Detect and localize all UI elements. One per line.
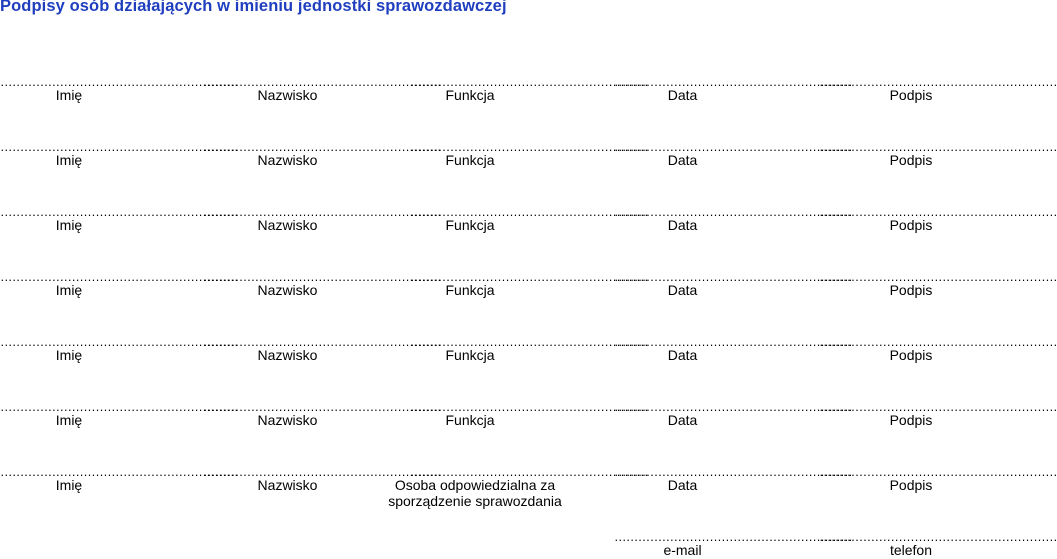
- surname-label: Nazwisko: [257, 87, 318, 103]
- surname-field[interactable]: ……………………………………………………: [203, 205, 442, 219]
- function-field[interactable]: ……………………………………………………: [410, 400, 649, 414]
- function-label: Funkcja: [445, 87, 495, 103]
- surname-field[interactable]: ……………………………………………………: [203, 75, 442, 89]
- name-field[interactable]: ……………………………………………………: [0, 270, 239, 284]
- date-field[interactable]: ……………………………………………………: [614, 335, 853, 349]
- surname-label: Nazwisko: [257, 412, 318, 428]
- date-field[interactable]: ……………………………………………………: [614, 205, 853, 219]
- form-title: Podpisy osób działających w imieniu jednostki sprawozdawczej: [0, 0, 507, 15]
- signature-label: Podpis: [889, 412, 933, 428]
- date-label: Data: [667, 152, 698, 168]
- surname-field[interactable]: ……………………………………………………: [203, 400, 442, 414]
- function-label: Funkcja: [445, 412, 495, 428]
- surname-field[interactable]: ……………………………………………………: [203, 465, 442, 479]
- surname-field[interactable]: ……………………………………………………: [203, 335, 442, 349]
- name-field[interactable]: ……………………………………………………: [0, 335, 239, 349]
- responsible-person-label: Osoba odpowiedzialna za sporządzenie sprawozdania: [388, 477, 562, 509]
- name-label: Imię: [55, 347, 83, 363]
- function-field[interactable]: ……………………………………………………: [410, 205, 649, 219]
- surname-label: Nazwisko: [257, 282, 318, 298]
- signature-field[interactable]: ……………………………………………………: [819, 400, 1057, 414]
- phone-field[interactable]: ……………………………………………………: [819, 530, 1057, 544]
- surname-label: Nazwisko: [257, 347, 318, 363]
- name-label: Imię: [55, 477, 83, 493]
- name-field[interactable]: ……………………………………………………: [0, 140, 239, 154]
- function-field[interactable]: ……………………………………………………: [410, 270, 649, 284]
- date-field[interactable]: ……………………………………………………: [614, 140, 853, 154]
- function-field[interactable]: ……………………………………………………: [410, 465, 649, 479]
- name-label: Imię: [55, 152, 83, 168]
- name-field[interactable]: ……………………………………………………: [0, 400, 239, 414]
- name-label: Imię: [55, 412, 83, 428]
- signature-field[interactable]: ……………………………………………………: [819, 465, 1057, 479]
- signature-label: Podpis: [889, 217, 933, 233]
- signature-label: Podpis: [889, 87, 933, 103]
- name-label: Imię: [55, 87, 83, 103]
- date-field[interactable]: ……………………………………………………: [614, 400, 853, 414]
- name-field[interactable]: ……………………………………………………: [0, 75, 239, 89]
- email-label: e-mail: [663, 542, 702, 558]
- signature-label: Podpis: [889, 477, 933, 493]
- date-label: Data: [667, 217, 698, 233]
- date-field[interactable]: ……………………………………………………: [614, 465, 853, 479]
- date-field[interactable]: ……………………………………………………: [614, 270, 853, 284]
- name-label: Imię: [55, 217, 83, 233]
- name-field[interactable]: ……………………………………………………: [0, 465, 239, 479]
- function-label: Funkcja: [445, 152, 495, 168]
- surname-label: Nazwisko: [257, 477, 318, 493]
- signature-field[interactable]: ……………………………………………………: [819, 75, 1057, 89]
- signature-field[interactable]: ……………………………………………………: [819, 335, 1057, 349]
- date-label: Data: [667, 412, 698, 428]
- function-label: Funkcja: [445, 217, 495, 233]
- email-field[interactable]: ……………………………………………………: [614, 530, 853, 544]
- signature-field[interactable]: ……………………………………………………: [819, 205, 1057, 219]
- signature-label: Podpis: [889, 282, 933, 298]
- signature-field[interactable]: ……………………………………………………: [819, 140, 1057, 154]
- function-label: Funkcja: [445, 282, 495, 298]
- surname-label: Nazwisko: [257, 217, 318, 233]
- date-field[interactable]: ……………………………………………………: [614, 75, 853, 89]
- signature-field[interactable]: ……………………………………………………: [819, 270, 1057, 284]
- signature-label: Podpis: [889, 347, 933, 363]
- name-label: Imię: [55, 282, 83, 298]
- surname-field[interactable]: ……………………………………………………: [203, 270, 442, 284]
- date-label: Data: [667, 477, 698, 493]
- date-label: Data: [667, 347, 698, 363]
- surname-label: Nazwisko: [257, 152, 318, 168]
- phone-label: telefon: [889, 542, 933, 558]
- function-label: Funkcja: [445, 347, 495, 363]
- date-label: Data: [667, 282, 698, 298]
- function-field[interactable]: ……………………………………………………: [410, 140, 649, 154]
- function-field[interactable]: ……………………………………………………: [410, 75, 649, 89]
- signature-label: Podpis: [889, 152, 933, 168]
- function-field[interactable]: ……………………………………………………: [410, 335, 649, 349]
- name-field[interactable]: ……………………………………………………: [0, 205, 239, 219]
- surname-field[interactable]: ……………………………………………………: [203, 140, 442, 154]
- date-label: Data: [667, 87, 698, 103]
